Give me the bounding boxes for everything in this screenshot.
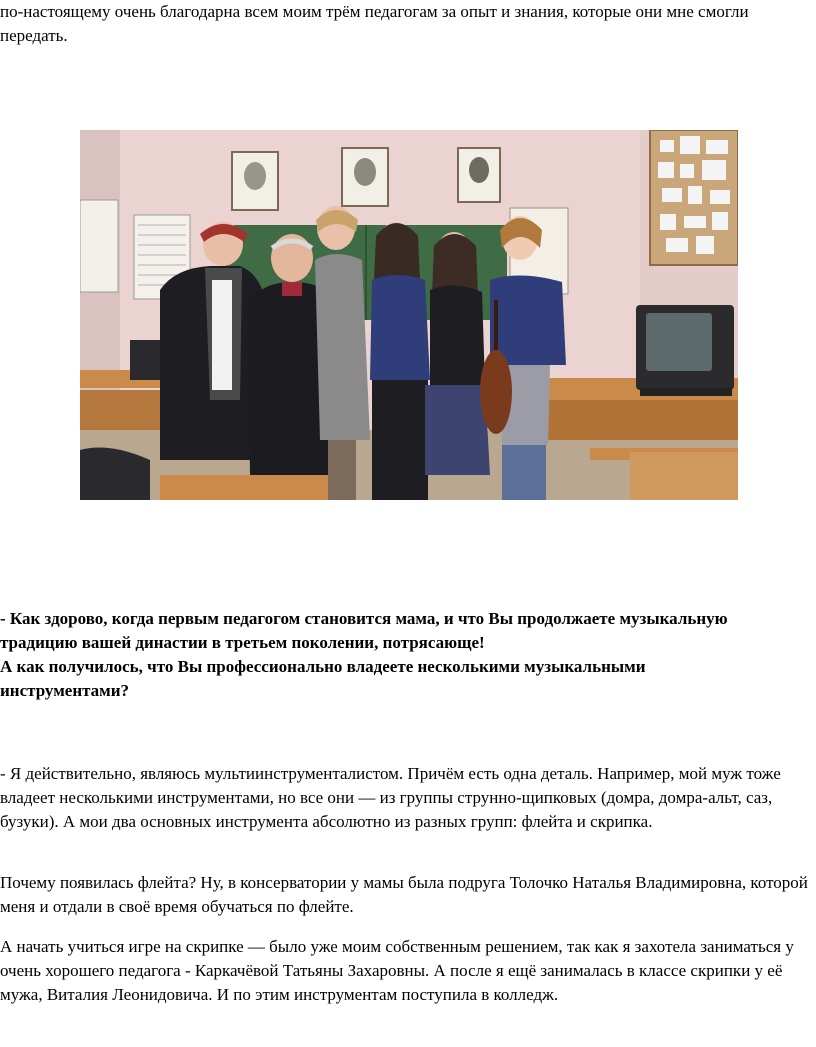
wall-chart-left — [80, 200, 118, 292]
answer-paragraph-1: - Я действительно, являюсь мультиинструменталистом. Причём есть одна деталь. Например, мой муж тоже владеет несколькими инструментами, но все они — из группы струнно-щипковых (домра, домра-альт, саз, бузуки). А мои два основных инструмента абсолютно из разных групп: флейта и скрипка. — [0, 764, 781, 831]
question-line-4: инструментами? — [0, 681, 130, 700]
group-photo — [80, 130, 738, 500]
desk-front — [160, 475, 350, 500]
intro-paragraph: по-настоящему очень благодарна всем моим трём педагогам за опыт и знания, которые они мне смогли передать. — [0, 2, 749, 45]
answer-paragraph-2: Почему появилась флейта? Ну, в консерватории у мамы была подруга Толочко Наталья Владимировна, которой меня и отдали в своё время обучаться по флейте. — [0, 873, 808, 916]
question-line-3: А как получилось, что Вы профессионально владеете несколькими музыкальными — [0, 657, 646, 676]
answer-paragraph-3: А начать учиться игре на скрипке — было уже моим собственным решением, так как я захотела заниматься у очень хорошего педагога - Каркачёвой Татьяны Захаровны. А после я ещё занималась в классе скрипки у её мужа, Виталия Леонидовича. И по этим инструментам поступила в колледж. — [0, 937, 794, 1004]
question-line-2: традицию вашей династии в третьем поколении, потрясающе! — [0, 633, 485, 652]
violin — [480, 350, 512, 434]
portrait-frames — [232, 148, 500, 210]
question-line-1: - Как здорово, когда первым педагогом становится мама, и что Вы продолжаете музыкальную — [0, 609, 728, 628]
group-photo-illustration — [80, 130, 738, 500]
interview-question — [0, 607, 816, 703]
